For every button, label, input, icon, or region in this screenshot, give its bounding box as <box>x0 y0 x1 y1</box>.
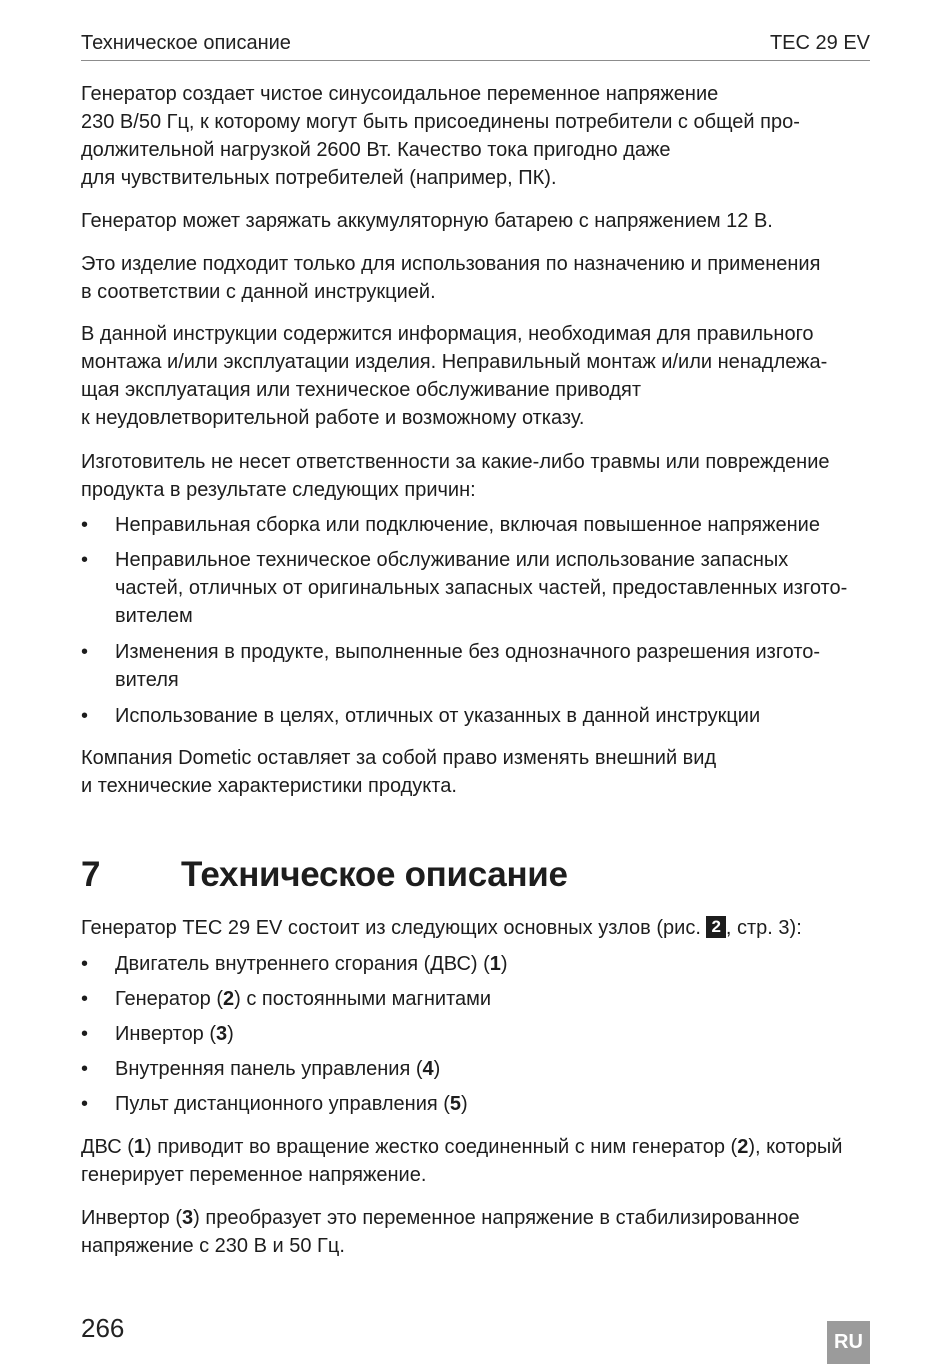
intro-paragraph-2: Генератор может заряжать аккумуляторную батарею с напряжением 12 В. <box>81 210 773 232</box>
list-item: Генератор (2) с постоянными магнитами <box>115 988 492 1010</box>
text-line: в соответствии с данной инструкцией. <box>81 281 436 303</box>
language-tab: RU <box>827 1321 870 1364</box>
text-line: вителем <box>115 605 193 627</box>
intro-paragraph-3 <box>81 250 881 306</box>
list-item <box>115 638 885 694</box>
bullet-icon: • <box>81 1023 89 1045</box>
dvs-paragraph <box>81 1133 881 1189</box>
component-number: 2 <box>223 988 235 1010</box>
text-line: Изменения в продукте, выполненные без однозначного разрешения изгото- <box>115 641 821 663</box>
text-line: Компания Dometic оставляет за собой право изменять внешний вид <box>81 747 717 769</box>
text-line: частей, отличных от оригинальных запасных частей, предоставленных изгото- <box>115 577 848 599</box>
text-line: и технические характеристики продукта. <box>81 775 457 797</box>
text-line: генерирует переменное напряжение. <box>81 1164 427 1186</box>
component-number: 5 <box>449 1093 462 1115</box>
list-item: Двигатель внутреннего сгорания (ДВС) (1) <box>115 953 508 975</box>
bullet-icon: • <box>81 988 89 1010</box>
text-line: напряжение с 230 В и 50 Гц. <box>81 1235 345 1257</box>
text-line: ДВС (1) приводит во вращение жестко соединенный с ним генератор (2), который <box>81 1136 843 1158</box>
figure-reference-badge: 2 <box>706 916 725 938</box>
bullet-icon: • <box>81 1058 89 1080</box>
list-item <box>115 702 885 730</box>
text-line: щая эксплуатация или техническое обслуживание приводят <box>81 379 641 401</box>
list-item: Внутренняя панель управления (4) <box>115 1058 441 1080</box>
intro-paragraph-4 <box>81 320 881 432</box>
list-item: Инвертор (3) <box>115 1023 234 1045</box>
bullet-icon: • <box>81 549 89 571</box>
header-model-name: TEC 29 EV <box>769 32 870 54</box>
text-line: Генератор создает чистое синусоидальное переменное напряжение <box>81 83 719 105</box>
header-section-title: Техническое описание <box>81 32 291 54</box>
section-lead <box>81 914 881 942</box>
component-number: 4 <box>422 1058 434 1080</box>
text-line: Использование в целях, отличных от указанных в данной инструкции <box>115 705 761 727</box>
intro-paragraph-6 <box>81 744 881 800</box>
section-title: Техническое описание <box>181 855 568 894</box>
text-line: для чувствительных потребителей (например, ПК). <box>81 167 557 189</box>
component-number: 1 <box>489 953 501 975</box>
text-line: Неправильная сборка или подключение, включая повышенное напряжение <box>115 514 820 536</box>
text-line: Неправильное техническое обслуживание или использование запасных <box>115 549 789 571</box>
bullet-icon: • <box>81 641 89 663</box>
list-item <box>115 546 885 630</box>
text-line: вителя <box>115 669 179 691</box>
list-item: Пульт дистанционного управления (5) <box>115 1093 468 1115</box>
bullet-icon: • <box>81 953 89 975</box>
text-line: Инвертор (3) преобразует это переменное напряжение в стабилизированное <box>81 1207 800 1229</box>
text-line: В данной инструкции содержится информация, необходимая для правильного <box>81 323 814 345</box>
section-number: 7 <box>81 855 101 894</box>
intro-paragraph-5 <box>81 448 881 504</box>
text-line: 230 В/50 Гц, к которому могут быть присоединены потребители с общей про- <box>81 111 800 133</box>
text-line: Это изделие подходит только для использования по назначению и применения <box>81 253 821 275</box>
intro-paragraph-1 <box>81 80 881 192</box>
text-line: продукта в результате следующих причин: <box>81 479 476 501</box>
text-line: монтажа и/или эксплуатации изделия. Неправильный монтаж и/или ненадлежа- <box>81 351 828 373</box>
text-line: к неудовлетворительной работе и возможному отказу. <box>81 407 585 429</box>
text-line: Изготовитель не несет ответственности за какие-либо травмы или повреждение <box>81 451 830 473</box>
lead-text-end: , стр. 3): <box>725 917 802 939</box>
text-line: должительной нагрузкой 2600 Вт. Качество тока пригодно даже <box>81 139 671 161</box>
page-number: 266 <box>81 1313 125 1343</box>
lead-text: Генератор TEC 29 EV состоит из следующих основных узлов (рис. <box>81 917 701 939</box>
component-number: 3 <box>216 1023 228 1045</box>
page-header <box>81 30 870 61</box>
inverter-paragraph <box>81 1204 881 1260</box>
list-item <box>115 511 885 539</box>
bullet-icon: • <box>81 705 89 727</box>
bullet-icon: • <box>81 1093 89 1115</box>
bullet-icon: • <box>81 514 89 536</box>
